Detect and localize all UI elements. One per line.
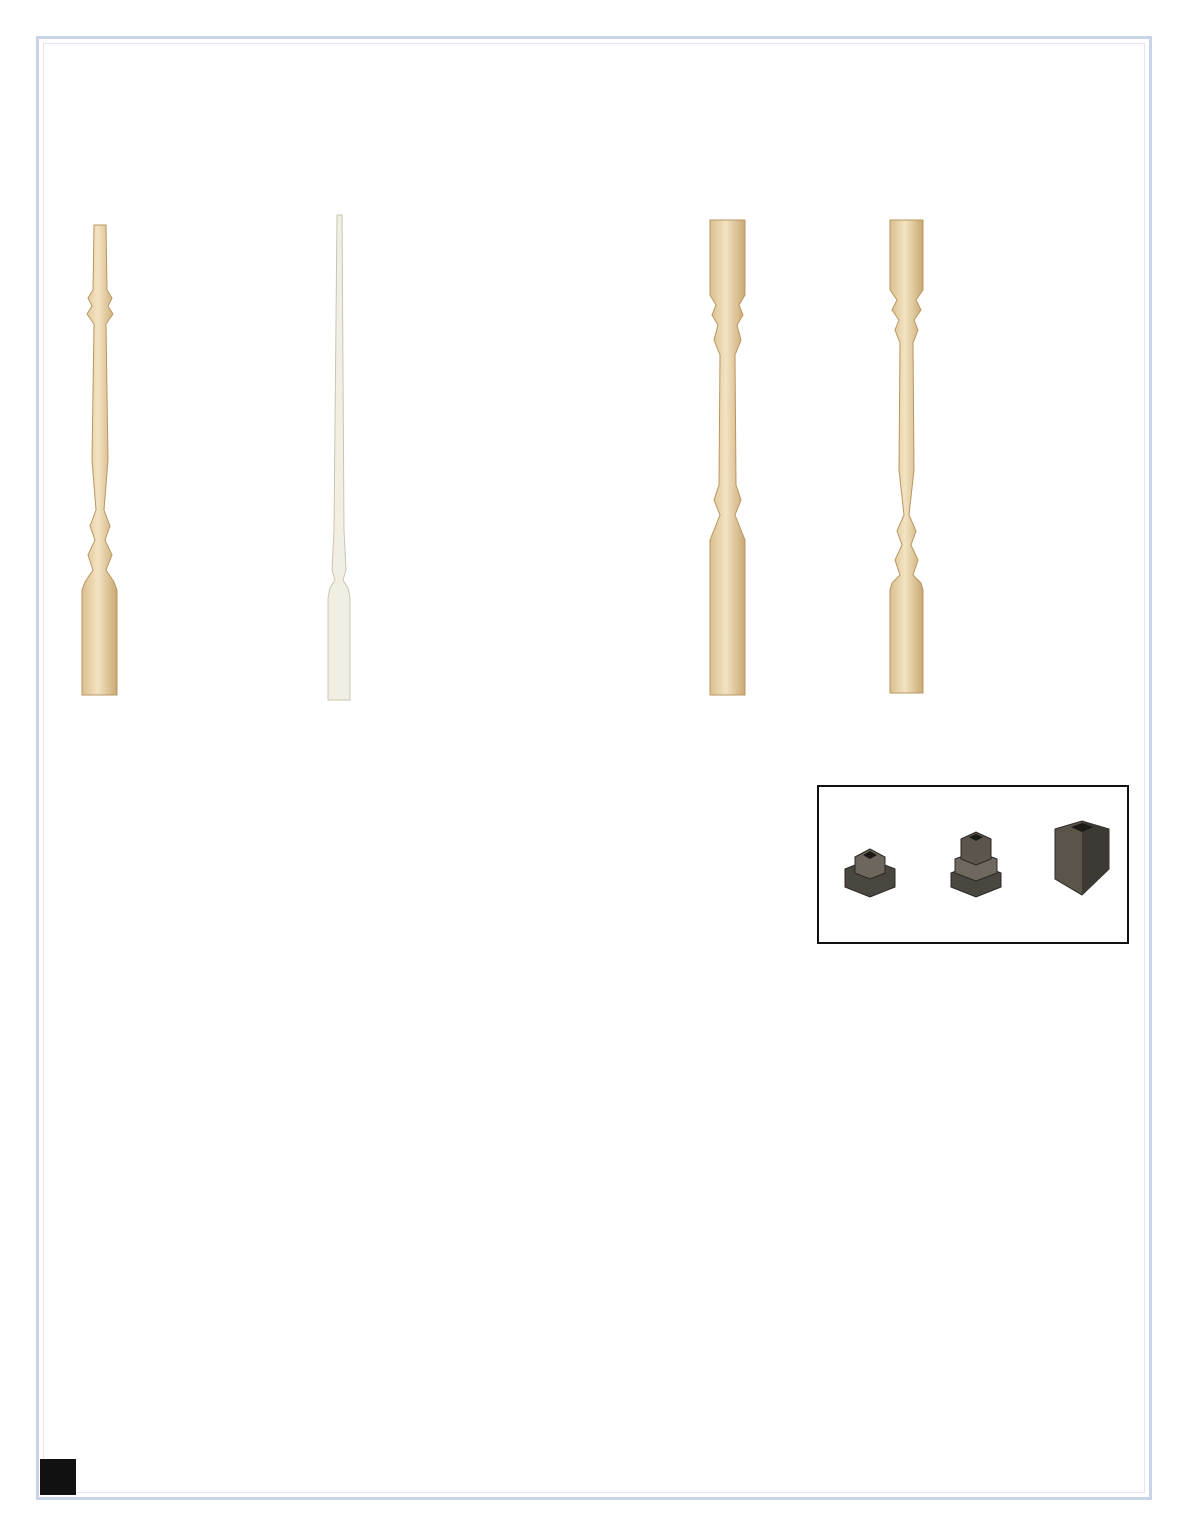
iron-balusters-illustration [0, 1010, 1187, 1330]
collar-2350-image [1047, 819, 1117, 899]
squaretop-traditional-baluster-image [703, 215, 753, 700]
collar-2342-image [837, 837, 903, 902]
pintop-turned-baluster-image [70, 210, 130, 710]
squaretop-turned-baluster-image [883, 215, 933, 700]
collar-2345-image [941, 827, 1011, 899]
pintop-colonial-baluster-image [320, 210, 360, 710]
page-number [40, 1459, 76, 1495]
base-collars-box [817, 785, 1129, 944]
